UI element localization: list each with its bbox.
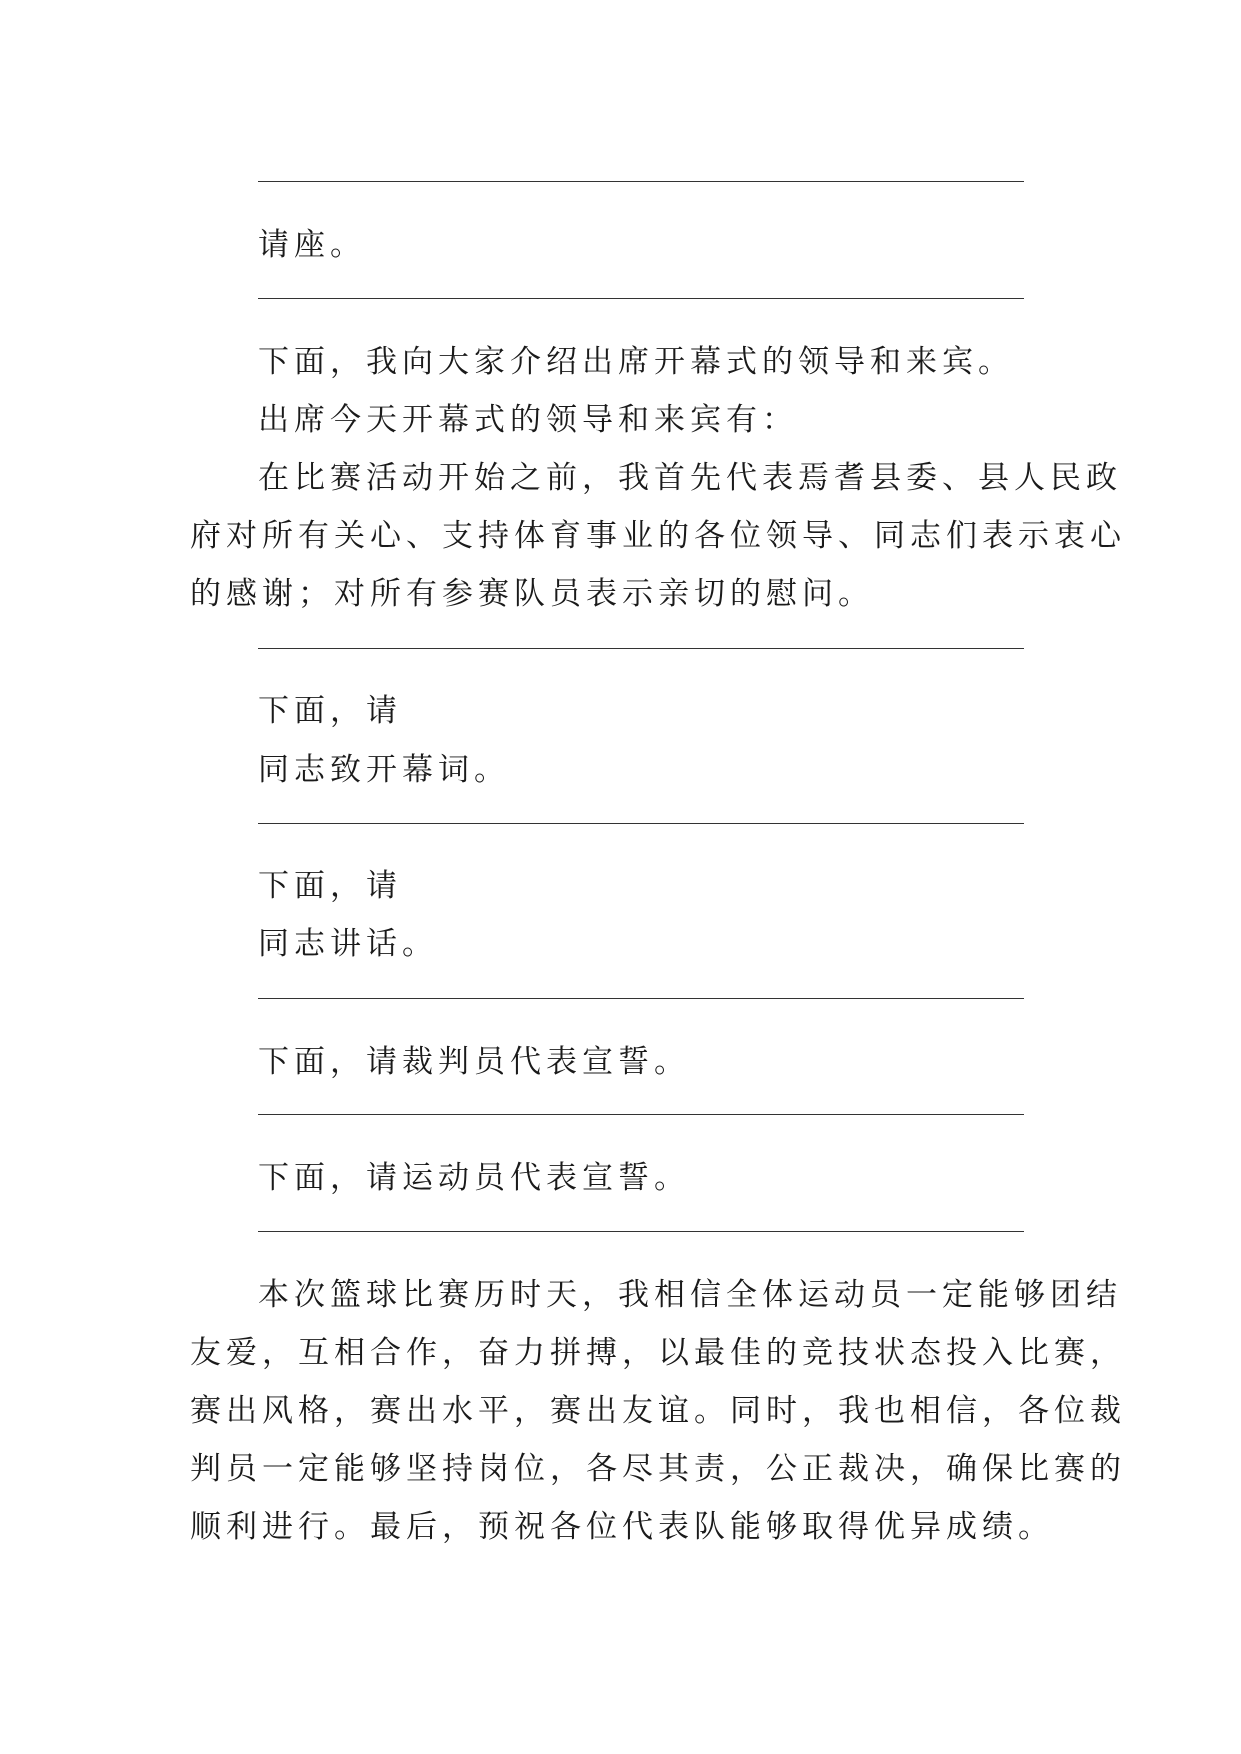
text-line: 下面，请裁判员代表宣誓。 <box>258 1044 690 1080</box>
text-line: 下面，请 <box>258 693 402 729</box>
text-line: 顺利进行。最后，预祝各位代表队能够取得优异成绩。 <box>190 1509 1054 1545</box>
text-line: 下面，请 <box>258 868 402 904</box>
text-line: 同志致开幕词。 <box>258 752 510 788</box>
text-line: 请座。 <box>258 227 366 263</box>
separator-line <box>258 298 1024 299</box>
separator-line <box>258 1231 1024 1232</box>
text-line: 出席今天开幕式的领导和来宾有： <box>258 402 798 438</box>
text-line: 府对所有关心、支持体育事业的各位领导、同志们表示衷心 <box>190 518 1126 554</box>
separator-line <box>258 1114 1024 1115</box>
text-line: 下面，请运动员代表宣誓。 <box>258 1160 690 1196</box>
text-line: 友爱，互相合作，奋力拼搏，以最佳的竞技状态投入比赛， <box>190 1335 1126 1371</box>
separator-line <box>258 181 1024 182</box>
separator-line <box>258 823 1024 824</box>
text-line: 赛出风格，赛出水平，赛出友谊。同时，我也相信，各位裁 <box>190 1393 1126 1429</box>
text-line: 的感谢；对所有参赛队员表示亲切的慰问。 <box>190 576 874 612</box>
text-line: 判员一定能够坚持岗位，各尽其责，公正裁决，确保比赛的 <box>190 1451 1126 1487</box>
separator-line <box>258 648 1024 649</box>
text-line: 在比赛活动开始之前，我首先代表焉耆县委、县人民政 <box>258 460 1122 496</box>
text-line: 本次篮球比赛历时天，我相信全体运动员一定能够团结 <box>258 1277 1122 1313</box>
text-line: 下面，我向大家介绍出席开幕式的领导和来宾。 <box>258 344 1014 380</box>
separator-line <box>258 998 1024 999</box>
text-line: 同志讲话。 <box>258 926 438 962</box>
